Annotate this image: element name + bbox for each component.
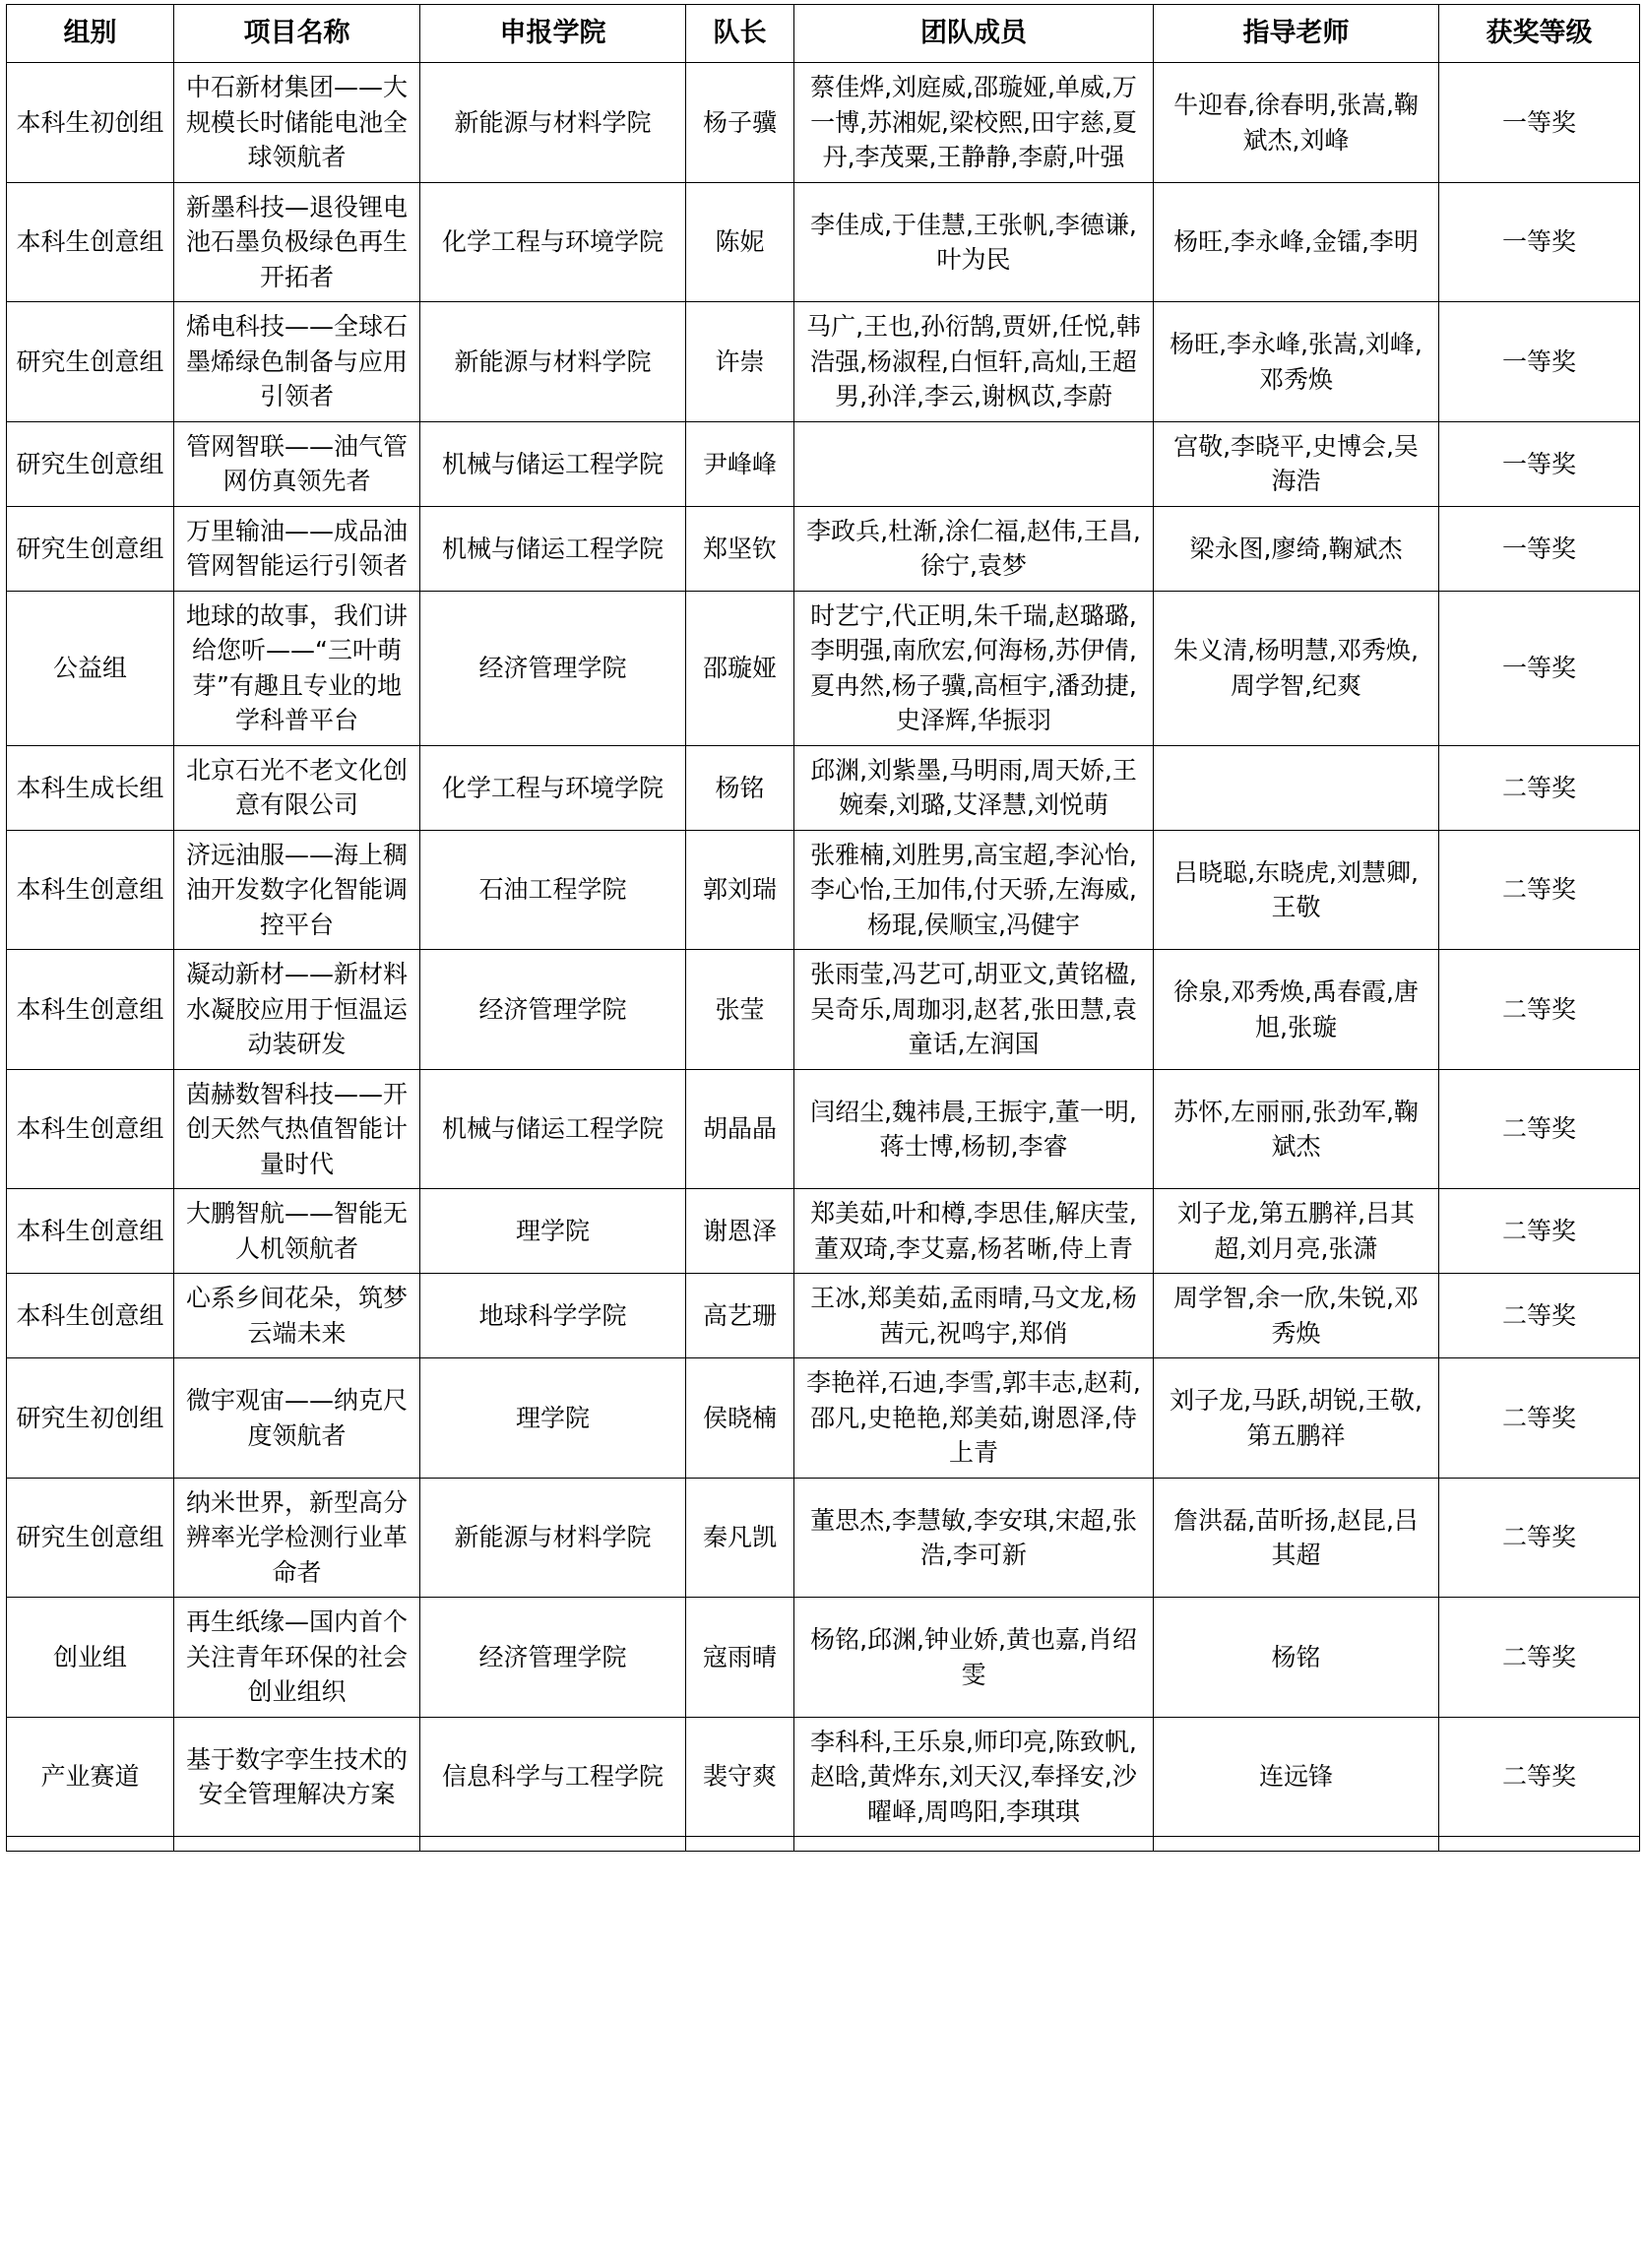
cell-members: 郑美茹,叶和樽,李思佳,解庆莹,董双琦,李艾嘉,杨茗晰,侍上青 [794, 1189, 1154, 1274]
cell-members: 李佳成,于佳慧,王张帆,李德谦,叶为民 [794, 182, 1154, 302]
cell-project: 微宇观宙——纳克尺度领航者 [174, 1358, 420, 1479]
cell-award: 一等奖 [1439, 302, 1640, 422]
cell-group: 研究生创意组 [7, 1478, 174, 1598]
cell-college: 机械与储运工程学院 [420, 1069, 686, 1189]
cell-project: 大鹏智航——智能无人机领航者 [174, 1189, 420, 1274]
cell-teachers: 周学智,余一欣,朱锐,邓秀焕 [1154, 1274, 1439, 1358]
cell-leader: 高艺珊 [686, 1274, 794, 1358]
column-header-award: 获奖等级 [1439, 5, 1640, 63]
table-body [7, 63, 1640, 1852]
cell-college: 新能源与材料学院 [420, 1478, 686, 1598]
cell-group: 本科生创意组 [7, 950, 174, 1070]
cell-leader: 张莹 [686, 950, 794, 1070]
cell-college: 化学工程与环境学院 [420, 182, 686, 302]
cell-college: 经济管理学院 [420, 1598, 686, 1718]
cell-project: 北京石光不老文化创意有限公司 [174, 745, 420, 830]
cell-members [794, 421, 1154, 506]
cell-award: 二等奖 [1439, 1478, 1640, 1598]
header-row [7, 5, 1640, 63]
column-header-college: 申报学院 [420, 5, 686, 63]
cell-leader: 胡晶晶 [686, 1069, 794, 1189]
cell-leader: 郑坚钦 [686, 506, 794, 591]
cell-members [794, 1837, 1154, 1852]
cell-leader: 许崇 [686, 302, 794, 422]
table-row [7, 302, 1640, 422]
cell-project: 心系乡间花朵，筑梦云端未来 [174, 1274, 420, 1358]
cell-award [1439, 1837, 1640, 1852]
cell-leader: 杨铭 [686, 745, 794, 830]
cell-members: 张雅楠,刘胜男,高宝超,李沁怡,李心怡,王加伟,付天骄,左海威,杨琨,侯顺宝,冯健宇 [794, 830, 1154, 950]
cell-project: 新墨科技—退役锂电池石墨负极绿色再生开拓者 [174, 182, 420, 302]
cell-members: 李政兵,杜渐,涂仁福,赵伟,王昌,徐宁,袁梦 [794, 506, 1154, 591]
cell-members: 杨铭,邱渊,钟业娇,黄也嘉,肖绍雯 [794, 1598, 1154, 1718]
table-row [7, 745, 1640, 830]
column-header-teachers: 指导老师 [1154, 5, 1439, 63]
cell-teachers [1154, 745, 1439, 830]
cell-award: 二等奖 [1439, 1358, 1640, 1479]
cell-teachers: 詹洪磊,苗昕扬,赵昆,吕其超 [1154, 1478, 1439, 1598]
cell-leader: 尹峰峰 [686, 421, 794, 506]
cell-group [7, 1837, 174, 1852]
cell-group: 研究生创意组 [7, 421, 174, 506]
table-row [7, 1598, 1640, 1718]
cell-award: 二等奖 [1439, 1274, 1640, 1358]
cell-teachers [1154, 1837, 1439, 1852]
table-row [7, 182, 1640, 302]
cell-group: 本科生成长组 [7, 745, 174, 830]
cell-teachers: 刘子龙,第五鹏祥,吕其超,刘月亮,张潇 [1154, 1189, 1439, 1274]
table-row [7, 1274, 1640, 1358]
cell-award: 二等奖 [1439, 1717, 1640, 1837]
table-row [7, 1069, 1640, 1189]
table-row [7, 591, 1640, 745]
table-row [7, 1189, 1640, 1274]
cell-members: 马广,王也,孙衍鹄,贾妍,任悦,韩浩强,杨淑程,白恒轩,高灿,王超男,孙洋,李云,谢枫苡,李蔚 [794, 302, 1154, 422]
award-results-table [6, 4, 1640, 1852]
cell-teachers: 徐泉,邓秀焕,禹春霞,唐旭,张璇 [1154, 950, 1439, 1070]
table-row [7, 506, 1640, 591]
cell-members: 蔡佳烨,刘庭威,邵璇娅,单威,万一博,苏湘妮,梁校熙,田宇慈,夏丹,李茂粟,王静静,李蔚,叶强 [794, 63, 1154, 183]
cell-college: 理学院 [420, 1358, 686, 1479]
table-row [7, 421, 1640, 506]
cell-leader: 裴守爽 [686, 1717, 794, 1837]
cell-leader: 谢恩泽 [686, 1189, 794, 1274]
table-header [7, 5, 1640, 63]
cell-award: 一等奖 [1439, 506, 1640, 591]
cell-award: 一等奖 [1439, 421, 1640, 506]
cell-teachers: 杨铭 [1154, 1598, 1439, 1718]
cell-group: 本科生创意组 [7, 830, 174, 950]
table-row [7, 1358, 1640, 1479]
cell-leader: 陈妮 [686, 182, 794, 302]
cell-award: 二等奖 [1439, 1598, 1640, 1718]
cell-members: 张雨莹,冯艺可,胡亚文,黄铭楹,吴奇乐,周珈羽,赵茗,张田慧,袁童话,左润国 [794, 950, 1154, 1070]
cell-teachers: 梁永图,廖绮,鞠斌杰 [1154, 506, 1439, 591]
cell-teachers: 杨旺,李永峰,张嵩,刘峰,邓秀焕 [1154, 302, 1439, 422]
cell-project: 纳米世界，新型高分辨率光学检测行业革命者 [174, 1478, 420, 1598]
cell-members: 时艺宁,代正明,朱千瑞,赵璐璐,李明强,南欣宏,何海杨,苏伊倩,夏冉然,杨子骥,高桓宇,潘劲捷,史泽辉,华振羽 [794, 591, 1154, 745]
table-row [7, 830, 1640, 950]
cell-teachers: 牛迎春,徐春明,张嵩,鞠斌杰,刘峰 [1154, 63, 1439, 183]
cell-college: 机械与储运工程学院 [420, 421, 686, 506]
cell-college: 化学工程与环境学院 [420, 745, 686, 830]
cell-group: 研究生创意组 [7, 302, 174, 422]
cell-members: 董思杰,李慧敏,李安琪,宋超,张浩,李可新 [794, 1478, 1154, 1598]
table-row [7, 950, 1640, 1070]
column-header-leader: 队长 [686, 5, 794, 63]
cell-leader: 杨子骥 [686, 63, 794, 183]
cell-award: 二等奖 [1439, 745, 1640, 830]
cell-members: 李艳祥,石迪,李雪,郭丰志,赵莉,邵凡,史艳艳,郑美茹,谢恩泽,侍上青 [794, 1358, 1154, 1479]
cell-award: 二等奖 [1439, 1069, 1640, 1189]
cell-project: 基于数字孪生技术的安全管理解决方案 [174, 1717, 420, 1837]
cell-project: 管网智联——油气管网仿真领先者 [174, 421, 420, 506]
cell-college: 信息科学与工程学院 [420, 1717, 686, 1837]
cell-group: 产业赛道 [7, 1717, 174, 1837]
table-row [7, 1837, 1640, 1852]
column-header-group: 组别 [7, 5, 174, 63]
cell-group: 本科生创意组 [7, 182, 174, 302]
cell-project: 再生纸缘—国内首个关注青年环保的社会创业组织 [174, 1598, 420, 1718]
cell-leader: 侯晓楠 [686, 1358, 794, 1479]
cell-members: 李科科,王乐泉,师印亮,陈致帆,赵晗,黄烨东,刘天汉,奉择安,沙曜峄,周鸣阳,李琪琪 [794, 1717, 1154, 1837]
cell-college: 地球科学学院 [420, 1274, 686, 1358]
cell-teachers: 吕晓聪,东晓虎,刘慧卿,王敬 [1154, 830, 1439, 950]
table-row [7, 63, 1640, 183]
cell-teachers: 宫敬,李晓平,史博会,吴海浩 [1154, 421, 1439, 506]
cell-group: 研究生创意组 [7, 506, 174, 591]
cell-college: 理学院 [420, 1189, 686, 1274]
cell-project: 地球的故事，我们讲给您听——“三叶萌芽”有趣且专业的地学科普平台 [174, 591, 420, 745]
cell-award: 一等奖 [1439, 182, 1640, 302]
cell-group: 公益组 [7, 591, 174, 745]
cell-award: 二等奖 [1439, 830, 1640, 950]
cell-teachers: 苏怀,左丽丽,张劲军,鞠斌杰 [1154, 1069, 1439, 1189]
cell-leader: 郭刘瑞 [686, 830, 794, 950]
cell-group: 创业组 [7, 1598, 174, 1718]
cell-leader [686, 1837, 794, 1852]
cell-teachers: 刘子龙,马跃,胡锐,王敬,第五鹏祥 [1154, 1358, 1439, 1479]
cell-college: 新能源与材料学院 [420, 302, 686, 422]
column-header-members: 团队成员 [794, 5, 1154, 63]
cell-college: 经济管理学院 [420, 591, 686, 745]
table-row [7, 1478, 1640, 1598]
cell-project: 烯电科技——全球石墨烯绿色制备与应用引领者 [174, 302, 420, 422]
cell-college: 机械与储运工程学院 [420, 506, 686, 591]
cell-group: 本科生创意组 [7, 1069, 174, 1189]
cell-project: 济远油服——海上稠油开发数字化智能调控平台 [174, 830, 420, 950]
cell-leader: 邵璇娅 [686, 591, 794, 745]
cell-project [174, 1837, 420, 1852]
cell-project: 凝动新材——新材料水凝胶应用于恒温运动装研发 [174, 950, 420, 1070]
cell-group: 本科生初创组 [7, 63, 174, 183]
cell-project: 万里输油——成品油管网智能运行引领者 [174, 506, 420, 591]
cell-group: 研究生初创组 [7, 1358, 174, 1479]
cell-award: 一等奖 [1439, 591, 1640, 745]
cell-award: 一等奖 [1439, 63, 1640, 183]
cell-group: 本科生创意组 [7, 1189, 174, 1274]
table-row [7, 1717, 1640, 1837]
cell-teachers: 朱义清,杨明慧,邓秀焕,周学智,纪爽 [1154, 591, 1439, 745]
cell-college: 新能源与材料学院 [420, 63, 686, 183]
cell-leader: 寇雨晴 [686, 1598, 794, 1718]
cell-teachers: 杨旺,李永峰,金镭,李明 [1154, 182, 1439, 302]
cell-college: 石油工程学院 [420, 830, 686, 950]
cell-project: 茵赫数智科技——开创天然气热值智能计量时代 [174, 1069, 420, 1189]
cell-college: 经济管理学院 [420, 950, 686, 1070]
column-header-project: 项目名称 [174, 5, 420, 63]
cell-members: 闫绍尘,魏祎晨,王振宇,董一明,蒋士博,杨韧,李睿 [794, 1069, 1154, 1189]
cell-college [420, 1837, 686, 1852]
cell-project: 中石新材集团——大规模长时储能电池全球领航者 [174, 63, 420, 183]
cell-award: 二等奖 [1439, 1189, 1640, 1274]
cell-leader: 秦凡凯 [686, 1478, 794, 1598]
cell-group: 本科生创意组 [7, 1274, 174, 1358]
cell-members: 邱渊,刘紫墨,马明雨,周天娇,王婉秦,刘璐,艾泽慧,刘悦萌 [794, 745, 1154, 830]
cell-teachers: 连远锋 [1154, 1717, 1439, 1837]
cell-award: 二等奖 [1439, 950, 1640, 1070]
cell-members: 王冰,郑美茹,孟雨晴,马文龙,杨茜元,祝鸣宇,郑俏 [794, 1274, 1154, 1358]
